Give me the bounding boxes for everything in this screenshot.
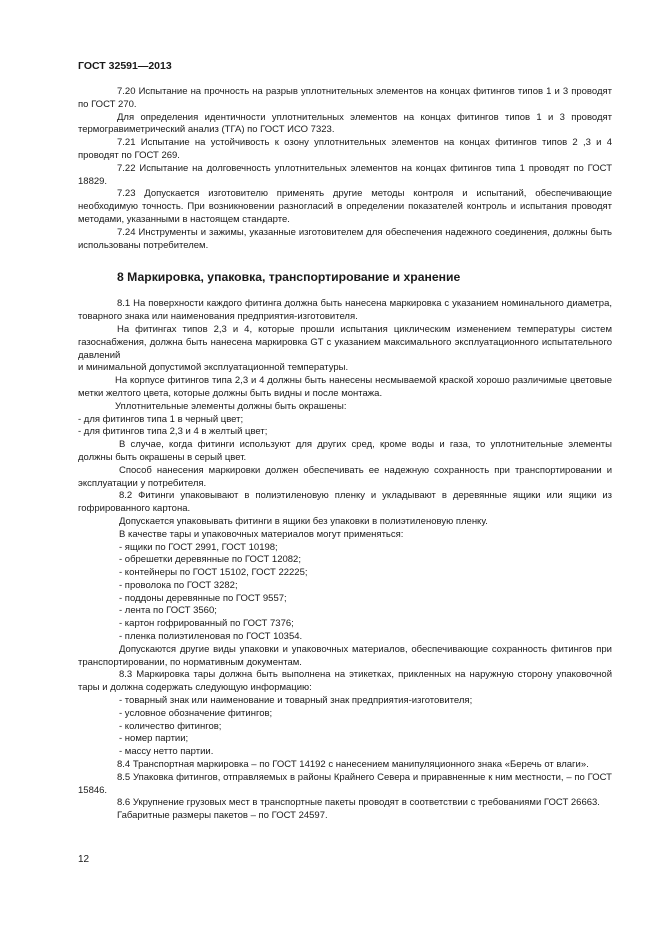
paragraph-7-20-tga: Для определения идентичности уплотнительных элементов на концах фитингов типов 1 и 3 проводят термогравиметрический анализ (ТГА) по ГОСТ ИСО 7323. xyxy=(78,111,612,136)
list-item: - товарный знак или наименование и товарный знак предприятия-изготовителя; xyxy=(119,695,473,707)
paragraph-8-2: 8.2 Фитинги упаковывают в полиэтиленовую пленку и укладывают в деревянные ящики или ящики из гофрированного картона. xyxy=(78,490,612,515)
paragraph-no-film: Допускается упаковывать фитинги в ящики без упаковки в полиэтиленовую пленку. xyxy=(119,515,488,527)
paragraph-seal-color: Уплотнительные элементы должны быть окрашены: xyxy=(115,400,347,412)
paragraph-7-23: 7.23 Допускается изготовителю применять другие методы контроля и испытаний, обеспечивающие необходимую точность. При возникновении разногласий в определении показателей контроль и испытания проводят методами, указанными в настоящем стандарте. xyxy=(78,188,612,225)
list-item: - массу нетто партии. xyxy=(119,746,214,758)
paragraph-7-20: 7.20 Испытание на прочность на разрыв уплотнительных элементов на концах фитингов типов 1 и 3 проводят по ГОСТ 270. xyxy=(78,86,612,110)
paragraph-7-21: 7.21 Испытание на устойчивость к озону уплотнительных элементов на концах фитингов типов 2 ,3 и 4 проводят по ГОСТ 269. xyxy=(78,137,612,161)
document-body xyxy=(78,86,612,823)
section-8-title: 8 Маркировка, упаковка, транспортирование и хранение xyxy=(117,270,461,285)
list-item: - условное обозначение фитингов; xyxy=(119,707,273,719)
paragraph-gt-marking: На фитингах типов 2,3 и 4, которые прошли испытания циклическим изменением температуры систем газоснабжения, должна быть нанесена маркировка GT с указанием максимального эксплуатационного испытательного давлений xyxy=(78,323,612,361)
paragraph-8-1: 8.1 На поверхности каждого фитинга должна быть нанесена маркировка с указанием номинального диаметра, товарного знака или наименования предприятия-изготовителя. xyxy=(78,298,612,323)
list-item: - ящики по ГОСТ 2991, ГОСТ 10198; xyxy=(119,541,278,553)
list-item: - контейнеры по ГОСТ 15102, ГОСТ 22225; xyxy=(119,567,308,579)
paragraph-color-marks: На корпусе фитингов типа 2,3 и 4 должны быть нанесены несмываемой краской хорошо различимые цветовые метки желтого цвета, которые должны быть видны и после монтажа. xyxy=(78,375,612,399)
list-item: - лента по ГОСТ 3560; xyxy=(119,605,217,617)
paragraph-8-4: 8.4 Транспортная маркировка – по ГОСТ 14192 с нанесением манипуляционного знака «Беречь от влаги». xyxy=(117,759,589,771)
list-item: - количество фитингов; xyxy=(119,720,222,732)
list-item: - для фитингов типа 1 в черный цвет; xyxy=(78,413,244,425)
paragraph-8-6: 8.6 Укрупнение грузовых мест в транспортные пакеты проводят в соответствии с требованиями ГОСТ 26663. xyxy=(117,797,600,809)
list-item: - обрешетки деревянные по ГОСТ 12082; xyxy=(119,554,301,566)
paragraph-gt-marking-cont: и минимальной допустимой эксплуатационной температуры. xyxy=(78,362,349,374)
list-item: - для фитингов типа 2,3 и 4 в желтый цвет; xyxy=(78,426,268,438)
paragraph-marking-method: Способ нанесения маркировки должен обеспечивать ее надежную сохранность при транспортировании и эксплуатации у потребителя. xyxy=(78,464,612,489)
paragraph-pack-sizes: Габаритные размеры пакетов – по ГОСТ 24597. xyxy=(117,810,328,822)
list-item: - номер партии; xyxy=(119,733,189,745)
paragraph-8-5: 8.5 Упаковка фитингов, отправляемых в районы Крайнего Севера и приравненные к ним местности, – по ГОСТ 15846. xyxy=(78,771,612,796)
paragraph-other-packaging: Допускаются другие виды упаковки и упаковочных материалов, обеспечивающие сохранность фитингов при транспортировании, по нормативным документам. xyxy=(78,643,612,668)
paragraph-packaging-intro: В качестве тары и упаковочных материалов могут применяться: xyxy=(119,528,404,540)
paragraph-7-22: 7.22 Испытание на долговечность уплотнительных элементов на концах фитингов типа 1 проводят по ГОСТ 18829. xyxy=(78,162,612,187)
document-header: ГОСТ 32591—2013 xyxy=(78,60,172,72)
list-item: - пленка полиэтиленовая по ГОСТ 10354. xyxy=(119,631,303,643)
list-item: - проволока по ГОСТ 3282; xyxy=(119,579,238,591)
paragraph-8-3: 8.3 Маркировка тары должна быть выполнена на этикетках, прикленных на наружную сторону упаковочной тары и должна содержать следующую информацию: xyxy=(78,669,612,694)
page-number: 12 xyxy=(78,854,90,865)
list-item: - поддоны деревянные по ГОСТ 9557; xyxy=(119,592,287,604)
paragraph-7-24: 7.24 Инструменты и зажимы, указанные изготовителем для обеспечения надежного соединения, должны быть использованы потребителем. xyxy=(78,226,612,251)
paragraph-other-media: В случае, когда фитинги используют для других сред, кроме воды и газа, то уплотнительные элементы должны быть окрашены в серый цвет. xyxy=(78,439,612,463)
list-item: - картон гофрированный по ГОСТ 7376; xyxy=(119,618,294,630)
